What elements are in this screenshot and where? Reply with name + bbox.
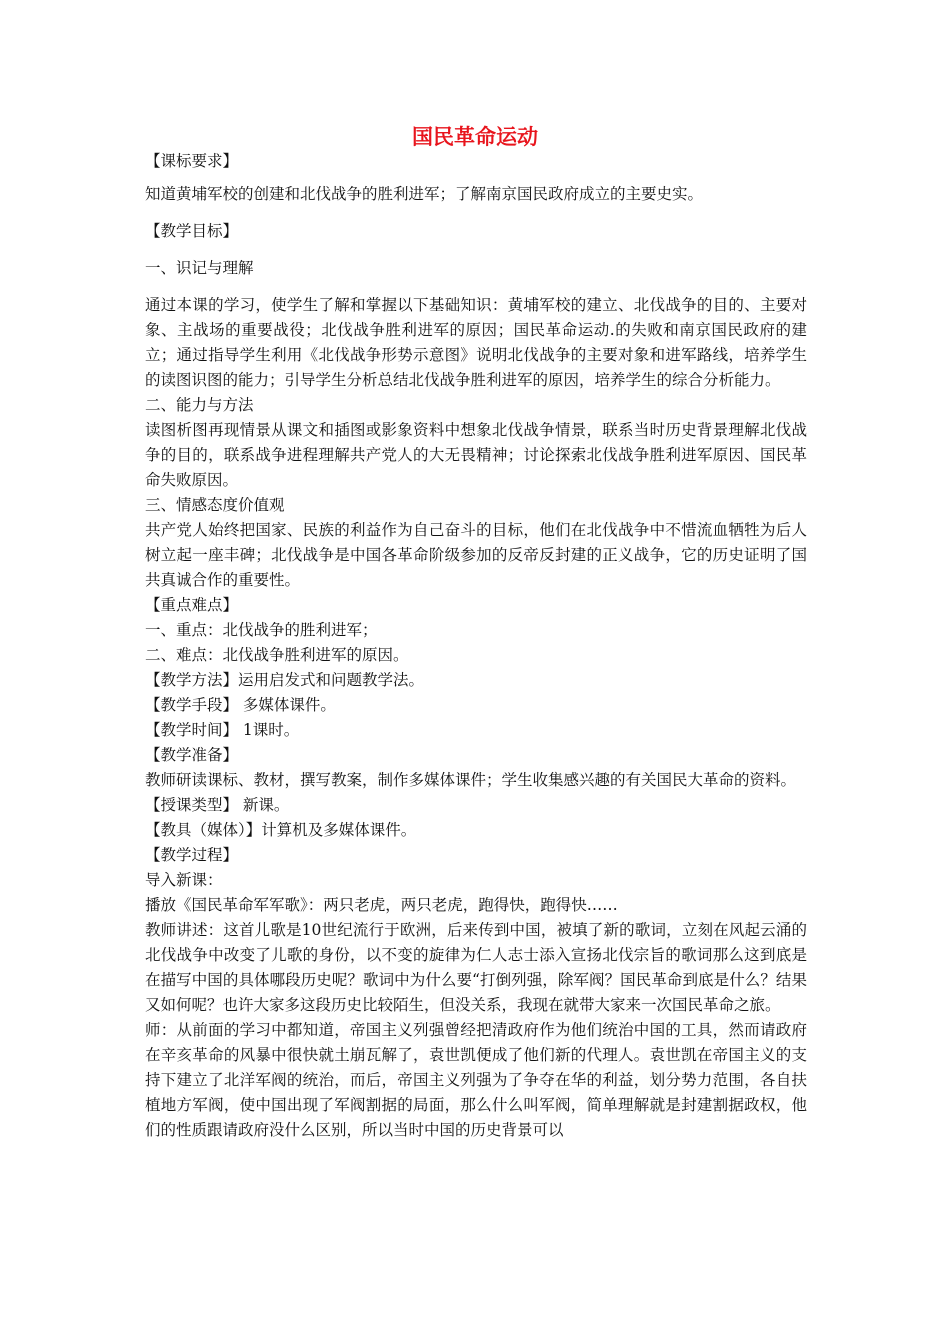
document-body [145, 149, 807, 1143]
subsection-heading: 三、情感态度价值观 [145, 496, 285, 514]
section-heading: 【重点难点】 [145, 596, 239, 614]
paragraph: 播放《国民革命军军歌》：两只老虎，两只老虎，跑得快，跑得快…… [145, 896, 618, 914]
paragraph: 通过本课的学习，使学生了解和掌握以下基础知识：黄埔军校的建立、北伐战争的目的、主要对象、主战场的重要战役；北伐战争胜利进军的原因；国民革命运动.的失败和南京国民政府的建立；通过指导学生利用《北伐战争形势示意图》说明北伐战争的主要对象和进军路线，培养学生的读图识图的能力；引导学生分析总结北伐战争胜利进军的原因，培养学生的综合分析能力。 [145, 296, 807, 389]
paragraph: 【授课类型】 新课。 [145, 796, 290, 814]
paragraph: 【教学时间】 1课时。 [145, 721, 300, 739]
paragraph: 导入新课： [145, 871, 223, 889]
paragraph: 共产党人始终把国家、民族的利益作为自己奋斗的目标，他们在北伐战争中不惜流血牺牲为后人树立起一座丰碑；北伐战争是中国各革命阶级参加的反帝反封建的正义战争，它的历史证明了国共真诚合作的重要性。 [145, 521, 807, 589]
section-heading: 【教学目标】 [145, 222, 239, 240]
paragraph: 一、重点：北伐战争的胜利进军； [145, 621, 378, 639]
paragraph: 师：从前面的学习中都知道，帝国主义列强曾经把清政府作为他们统治中国的工具，然而请政府在辛亥革命的风暴中很快就土崩瓦解了，袁世凯便成了他们新的代理人。袁世凯在帝国主义的支持下建立了北洋军阀的统治，而后，帝国主义列强为了争夺在华的利益，划分势力范围，各自扶植地方军阀，使中国出现了军阀割据的局面，那么什么叫军阀，简单理解就是封建割据政权，他们的性质跟请政府没什么区别，所以当时中国的历史背景可以 [145, 1021, 807, 1139]
subsection-heading: 二、能力与方法 [145, 396, 254, 414]
section-heading: 【课标要求】 [145, 152, 239, 170]
paragraph: 教师研读课标、教材，撰写教案，制作多媒体课件；学生收集感兴趣的有关国民大革命的资料。 [145, 771, 797, 789]
paragraph: 【教学手段】 多媒体课件。 [145, 696, 336, 714]
section-heading: 【教学准备】 [145, 746, 239, 764]
paragraph: 教师讲述：这首儿歌是10世纪流行于欧洲，后来传到中国，被填了新的歌词，立刻在风起云涌的北伐战争中改变了儿歌的身份，以不变的旋律为仁人志士添入宣扬北伐宗旨的歌词那么这到底是在描写中国的具体哪段历史呢？歌词中为什么要“打倒列强，除军阀？国民革命到底是什么？结果又如何呢？也许大家多这段历史比较陌生，但没关系，我现在就带大家来一次国民革命之旅。 [145, 921, 807, 1014]
document-title: 国民革命运动 [412, 125, 538, 149]
paragraph: 知道黄埔军校的创建和北伐战争的胜利进军；了解南京国民政府成立的主要史实。 [145, 185, 704, 203]
paragraph: 读图析图再现情景从课文和插图或影象资料中想象北伐战争情景，联系当时历史背景理解北伐战争的目的，联系战争进程理解共产党人的大无畏精神；讨论探索北伐战争胜利进军原因、国民革命失败原因。 [145, 421, 807, 489]
subsection-heading: 一、识记与理解 [145, 259, 254, 277]
paragraph: 二、难点：北伐战争胜利进军的原因。 [145, 646, 409, 664]
paragraph: 【教学方法】运用启发式和问题教学法。 [145, 671, 425, 689]
paragraph: 【教具（媒体）】计算机及多媒体课件。 [145, 821, 417, 839]
section-heading: 【教学过程】 [145, 846, 239, 864]
